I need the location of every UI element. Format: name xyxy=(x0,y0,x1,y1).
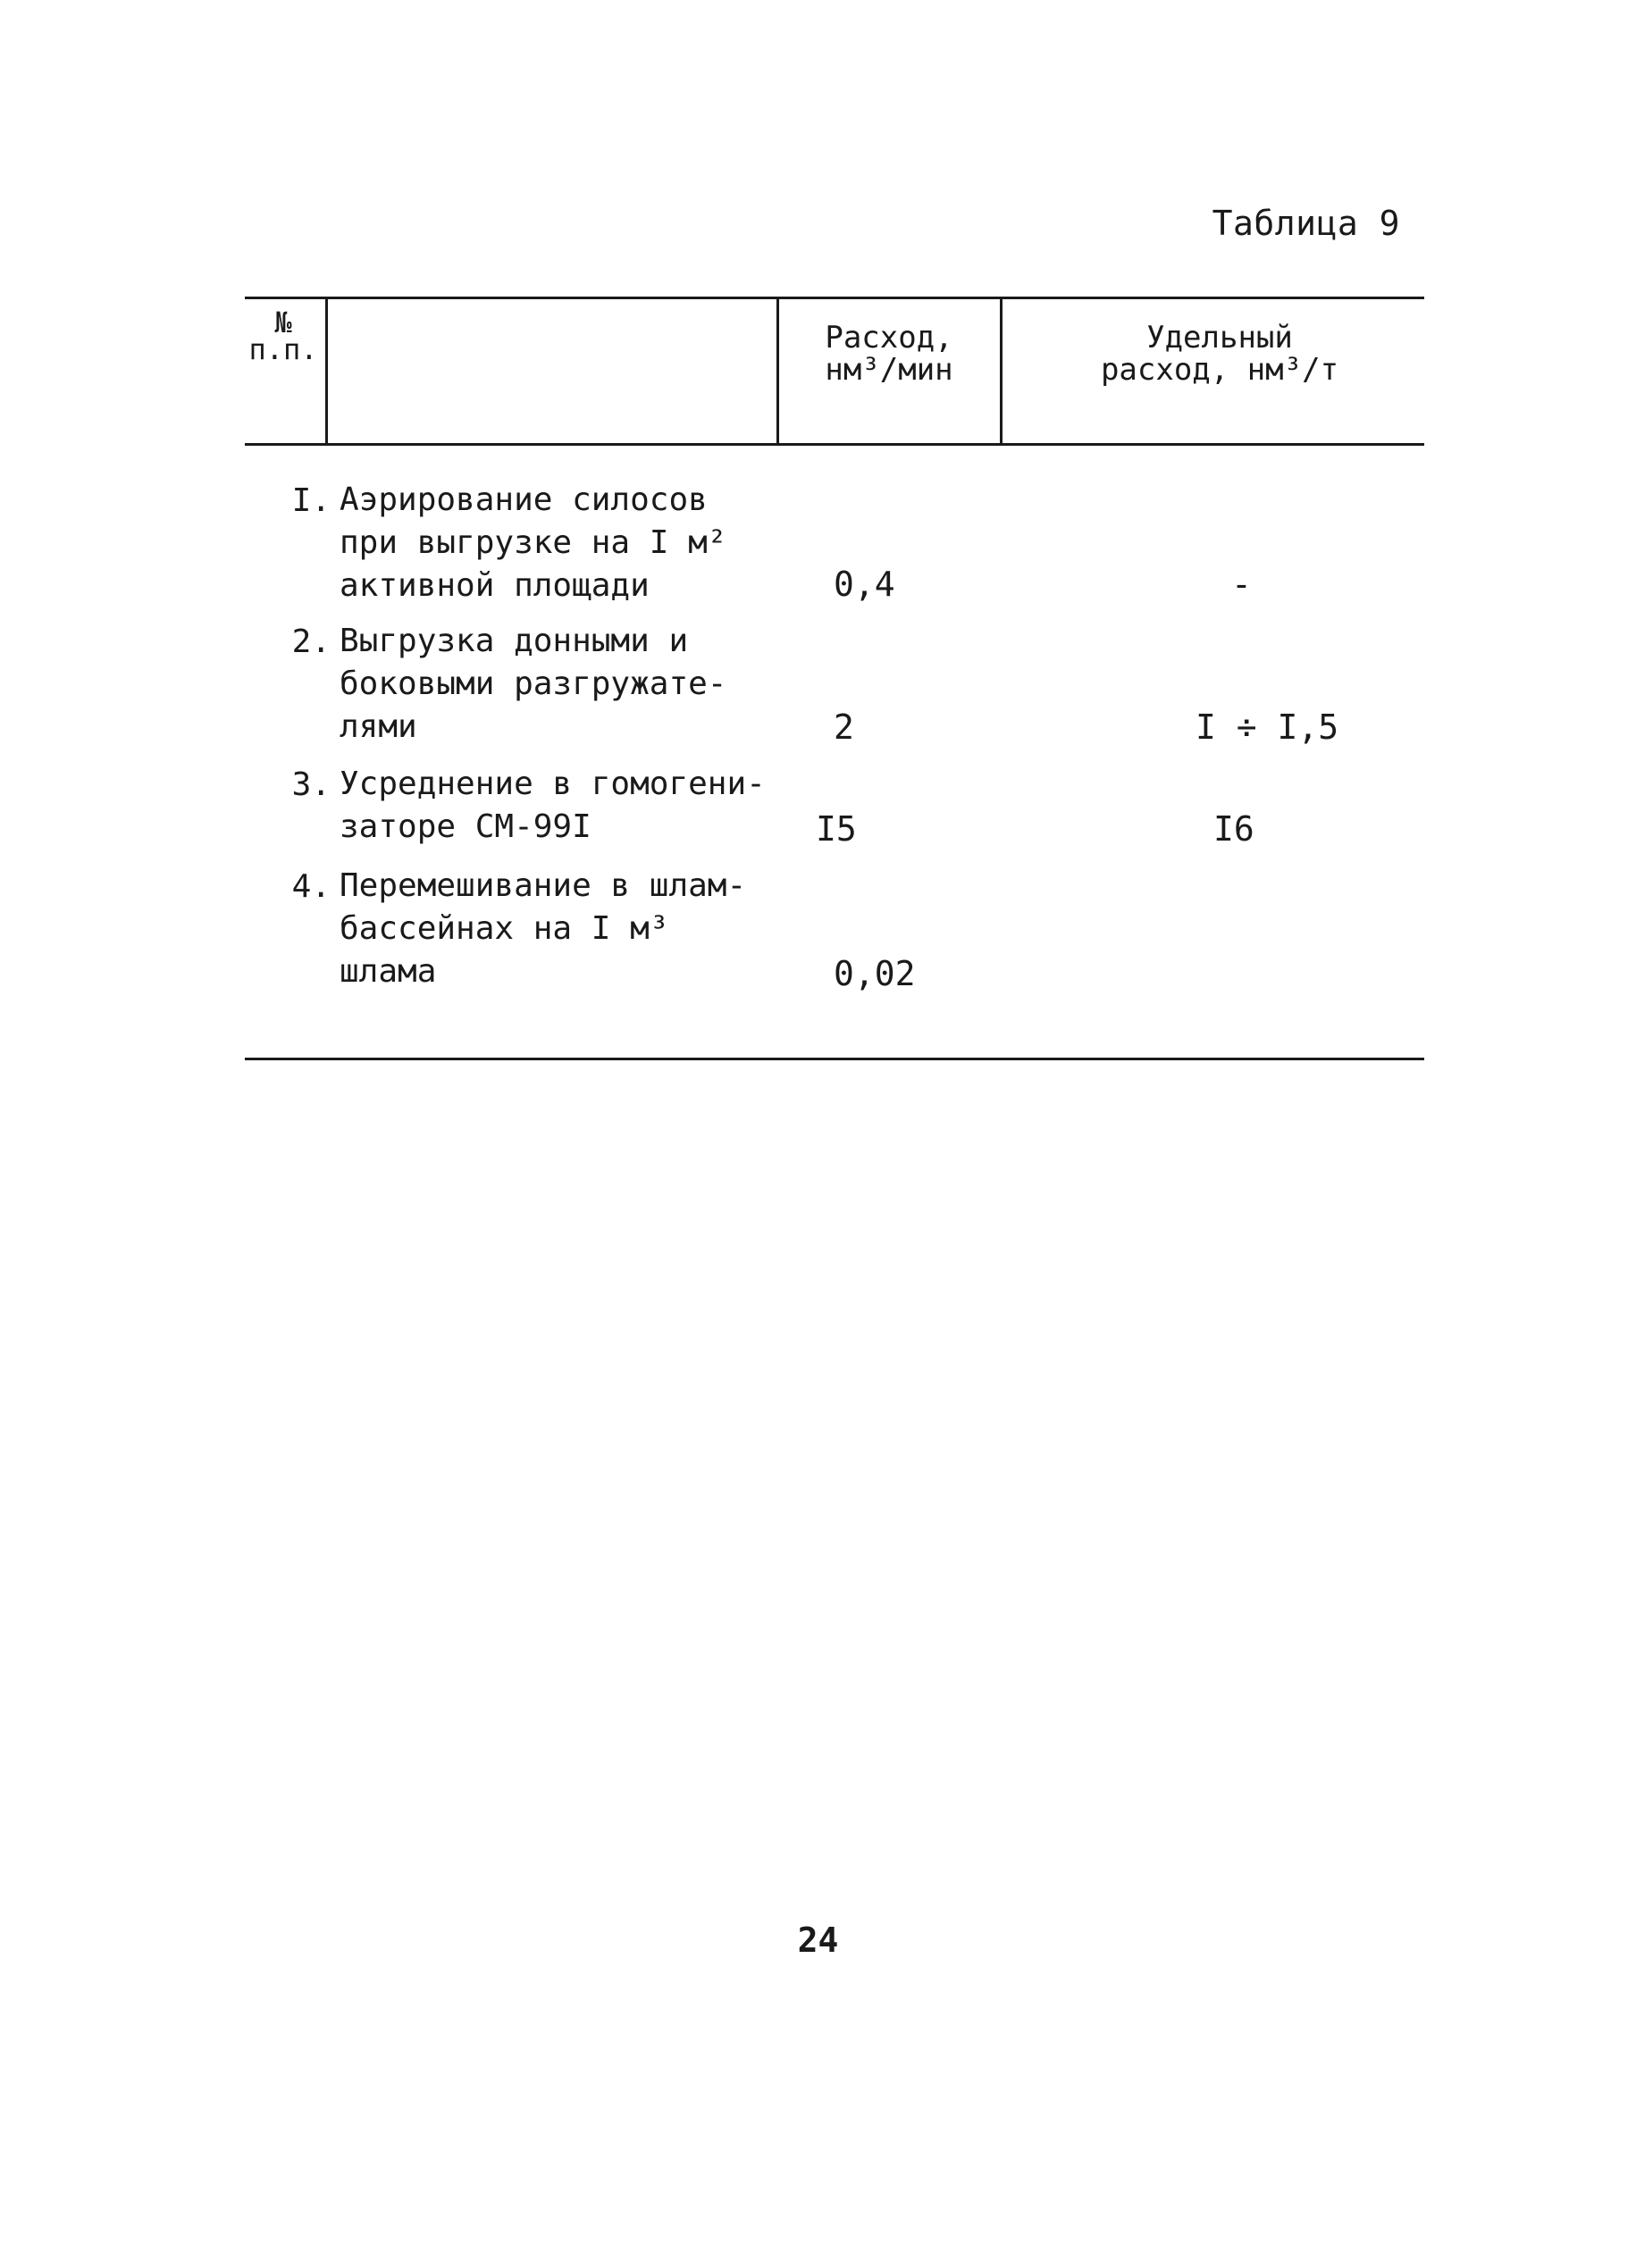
row-3-flow: I5 xyxy=(816,809,857,849)
row-2-flow: 2 xyxy=(834,707,854,747)
row-2-description: Выгрузка донными и боковыми разгружате- лями xyxy=(340,623,727,745)
table-bottom-rule xyxy=(245,1058,1424,1060)
row-1-number: I. xyxy=(291,482,331,519)
row-1-flow: 0,4 xyxy=(834,565,895,604)
table-top-rule xyxy=(245,297,1424,299)
row-3-specific: I6 xyxy=(1213,809,1254,849)
header-bottom-rule xyxy=(245,443,1424,446)
header-number: № п.п. xyxy=(248,305,318,366)
row-3-description: Усреднение в гомогени- заторе СМ-99I xyxy=(340,766,766,845)
column-divider-2 xyxy=(776,297,779,445)
table-caption: Таблица 9 xyxy=(1212,204,1400,243)
row-2-specific: I ÷ I,5 xyxy=(1196,707,1339,747)
row-3-number: 3. xyxy=(291,766,331,803)
column-divider-1 xyxy=(325,297,328,445)
row-1-specific: - xyxy=(1231,565,1252,604)
row-4-flow: 0,02 xyxy=(834,954,916,993)
row-2-number: 2. xyxy=(291,623,331,660)
column-divider-3 xyxy=(1000,297,1003,445)
row-4-number: 4. xyxy=(291,868,331,905)
header-flow: Расход, нм³/мин xyxy=(825,320,953,388)
row-1-description: Аэрирование силосов при выгрузке на I м² активной площади xyxy=(340,481,727,604)
header-specific: Удельный расход, нм³/т xyxy=(1100,320,1339,388)
row-4-description: Перемешивание в шлам- бассейнах на I м³ шлама xyxy=(340,867,747,990)
page-number: 24 xyxy=(797,1921,839,1960)
